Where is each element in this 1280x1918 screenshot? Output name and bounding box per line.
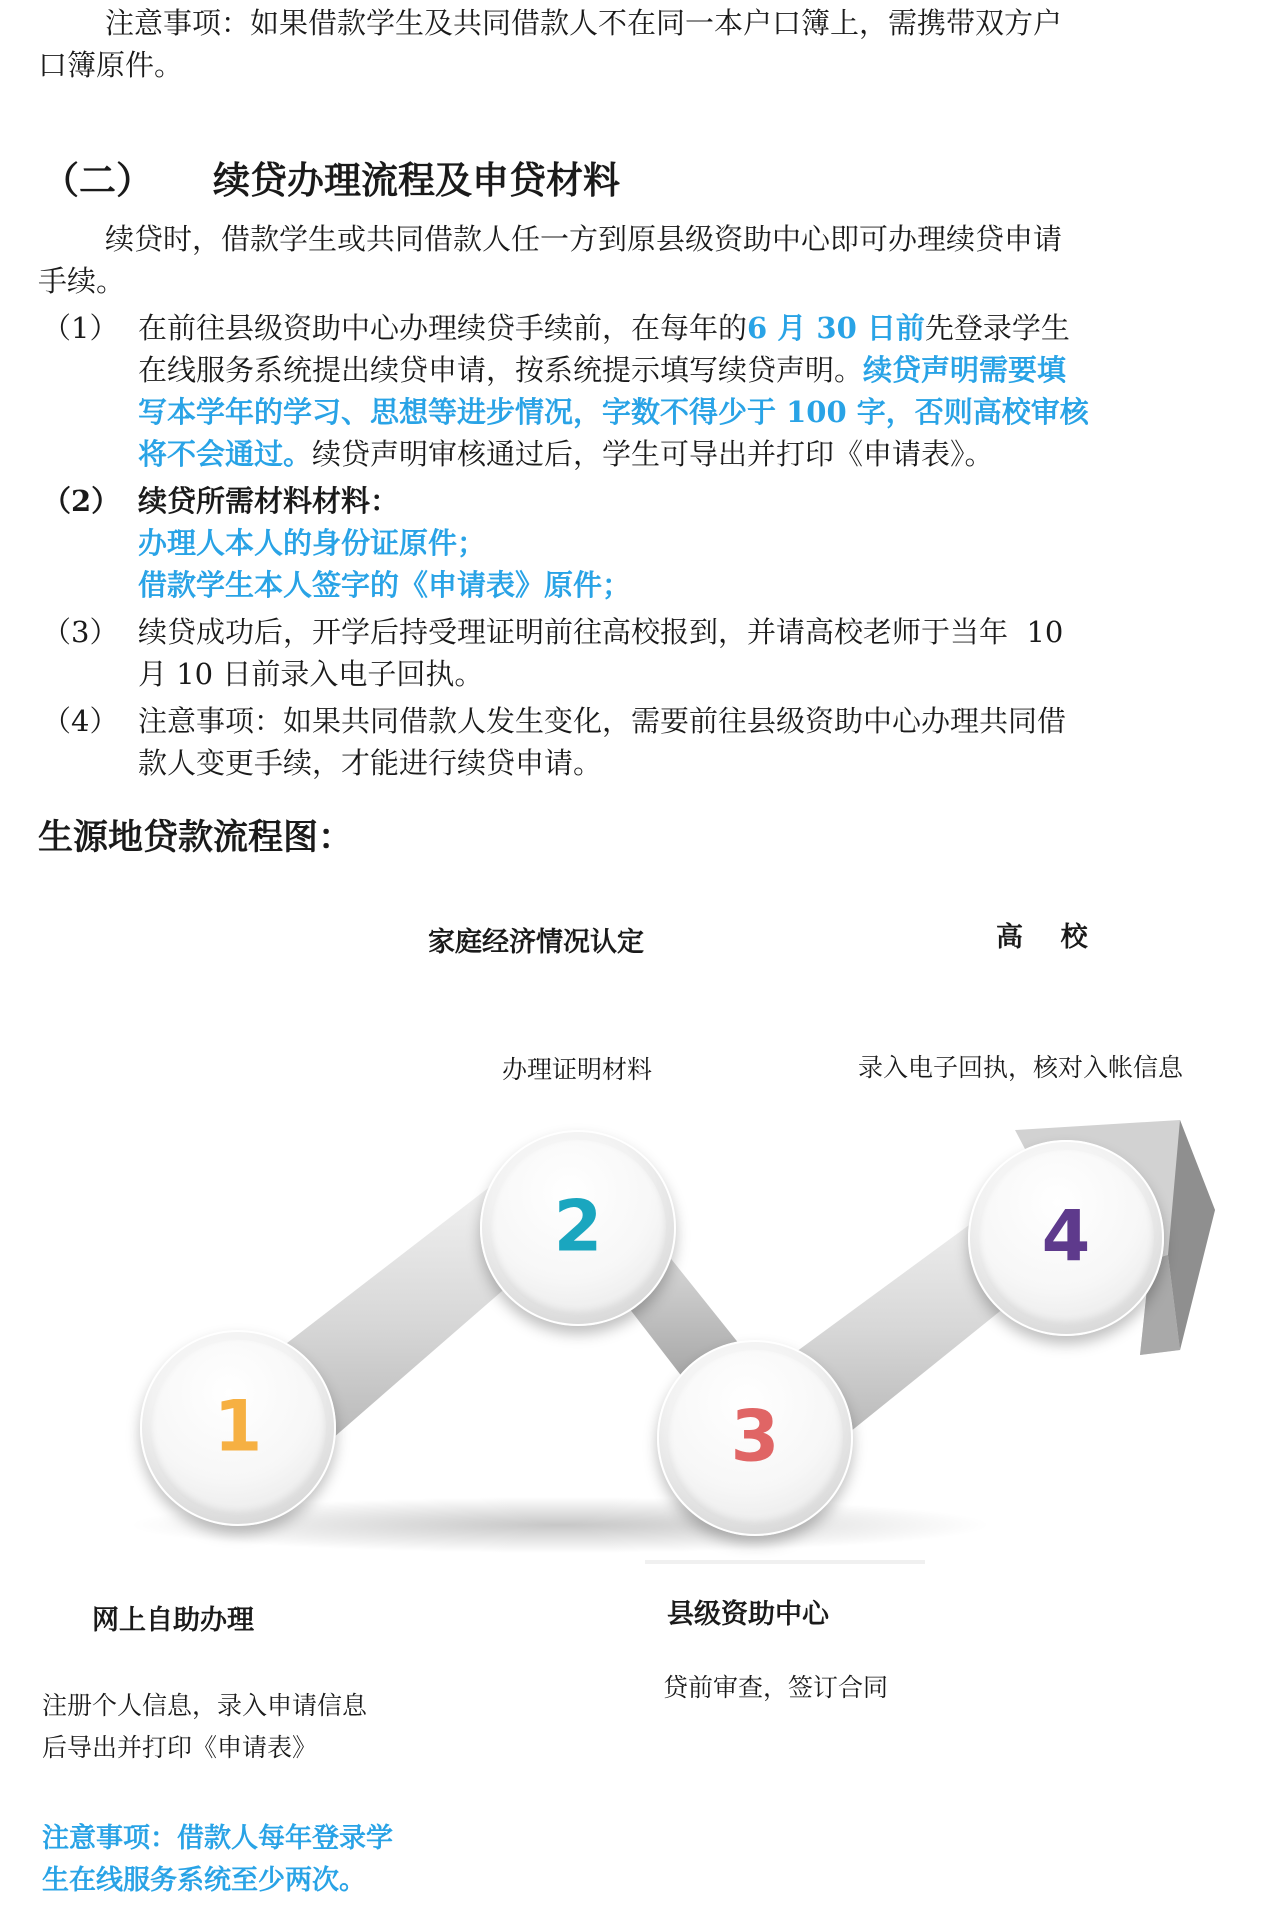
step-3-circle: [657, 1340, 853, 1536]
item-2-line3: 借款学生本人签字的《申请表》原件；: [138, 568, 632, 602]
section-para-line2: 手续。: [38, 264, 126, 298]
section-para-line1: 续贷时，借款学生或共同借款人任一方到原县级资助中心即可办理续贷申请: [105, 222, 1063, 256]
step-1-desc-line2: 后导出并打印《申请表》: [42, 1733, 318, 1762]
item-1-line4-highlight: 将不会通过。: [138, 437, 313, 471]
step-4-circle: [968, 1140, 1164, 1336]
step-3-number: 3: [730, 1395, 780, 1478]
item-1-line3: 写本学年的学习、思想等进步情况，字数不得少于 100 字，否则高校审核: [138, 395, 1089, 429]
base-strip: [645, 1560, 925, 1564]
item-3-index: （3）: [42, 615, 119, 649]
flow-note-line2: 生在线服务系统至少两次。: [42, 1865, 366, 1896]
step-4-desc: 录入电子回执，核对入帐信息: [858, 1053, 1184, 1082]
item-3-line1: 续贷成功后，开学后持受理证明前往高校报到，并请高校老师于当年 10: [138, 615, 1064, 649]
intro-note-line1: 注意事项：如果借款学生及共同借款人不在同一本户口簿上，需携带双方户: [105, 6, 1063, 40]
item-2-line1: 续贷所需材料材料：: [138, 484, 400, 518]
flow-title: 生源地贷款流程图：: [38, 817, 354, 858]
section-title: 续贷办理流程及申贷材料: [213, 158, 620, 202]
step-2-circle: [480, 1130, 676, 1326]
item-4-line1: 注意事项：如果共同借款人发生变化，需要前往县级资助中心办理共同借: [138, 704, 1067, 738]
item-1-deadline: 6 月 30 日前: [747, 311, 925, 345]
item-1-line1-text: 在前往县级资助中心办理续贷手续前，在每年的: [138, 311, 748, 345]
step-3-title: 县级资助中心: [667, 1599, 829, 1630]
item-2-line2: 办理人本人的身份证原件；: [138, 526, 487, 560]
item-1-index: （1）: [42, 311, 119, 345]
step-2-title: 家庭经济情况认定: [428, 927, 644, 958]
step-1-number: 1: [213, 1385, 263, 1468]
item-4-index: （4）: [42, 704, 119, 738]
flow-note-line1: 注意事项：借款人每年登录学: [42, 1823, 393, 1854]
item-4-line2: 款人变更手续，才能进行续贷申请。: [138, 746, 603, 780]
step-1-desc-line1: 注册个人信息，录入申请信息: [42, 1691, 368, 1720]
item-1-line4-text: 续贷声明审核通过后，学生可导出并打印《申请表》。: [312, 437, 994, 471]
item-2-index: （2）: [42, 484, 121, 518]
step-1-circle: [140, 1330, 336, 1526]
item-3-line2: 月 10 日前录入电子回执。: [138, 657, 484, 691]
item-1-line2-text: 在线服务系统提出续贷申请，按系统提示填写续贷声明。: [138, 353, 864, 387]
step-2-desc: 办理证明材料: [502, 1055, 653, 1084]
section-number: （二）: [42, 158, 153, 202]
step-1-title: 网上自助办理: [92, 1605, 254, 1636]
intro-note-line2: 口簿原件。: [38, 48, 184, 82]
item-1-line1-tail: 先登录学生: [924, 311, 1070, 345]
step-4-number: 4: [1041, 1195, 1091, 1278]
item-1-line2-highlight: 续贷声明需要填: [863, 353, 1067, 387]
step-3-desc: 贷前审查，签订合同: [663, 1673, 889, 1702]
step-4-title: 高 校: [996, 922, 1088, 953]
step-2-number: 2: [553, 1185, 603, 1268]
